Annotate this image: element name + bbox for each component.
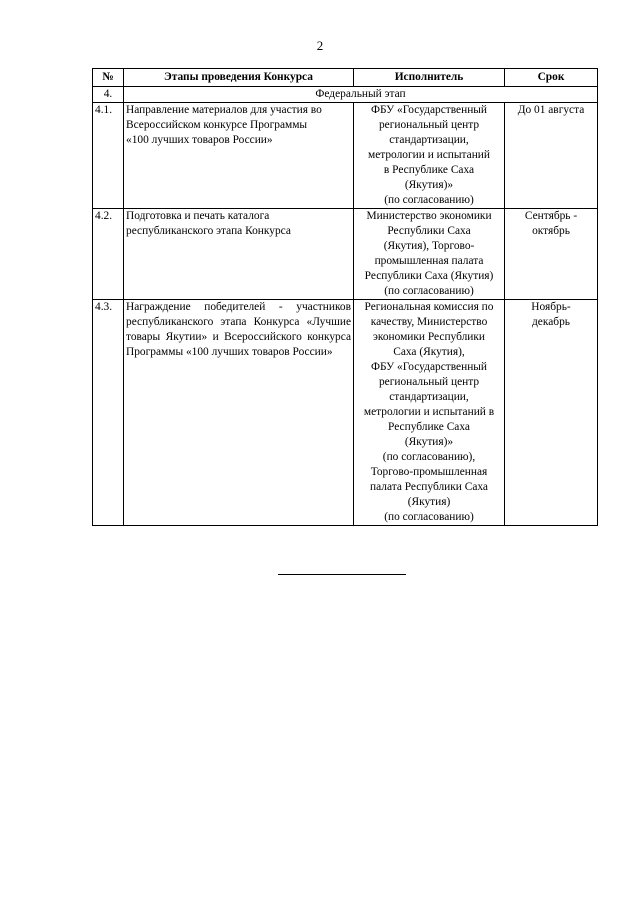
table-row bbox=[93, 300, 598, 526]
row-term: До 01 августа bbox=[505, 103, 598, 209]
table-row bbox=[93, 103, 598, 209]
schedule-table bbox=[92, 68, 598, 526]
page-number: 2 bbox=[316, 38, 324, 53]
table-header-row bbox=[93, 69, 598, 87]
row-number: 4.3. bbox=[93, 300, 124, 526]
column-header-stage: Этапы проведения Конкурса bbox=[124, 69, 354, 87]
column-header-num: № bbox=[93, 69, 124, 87]
row-term: Ноябрь- декабрь bbox=[505, 300, 598, 526]
row-executor: Министерство экономики Республики Саха (Якутия), Торгово- промышленная палата Республики Саха (Якутия) (по согласованию) bbox=[354, 209, 505, 300]
section-title: Федеральный этап bbox=[124, 87, 598, 103]
table-row bbox=[93, 209, 598, 300]
section-row bbox=[93, 87, 598, 103]
end-of-document-rule bbox=[278, 574, 406, 575]
row-number: 4.1. bbox=[93, 103, 124, 209]
row-executor: Региональная комиссия по качеству, Министерство экономики Республики Саха (Якутия), ФБУ «Государственный региональный центр стандартизации, метрологии и испытаний в Республике Саха (Якутия)» (по согласованию), Торгово-промышленная палата Республики Саха (Якутия) (по согласованию) bbox=[354, 300, 505, 526]
section-number: 4. bbox=[93, 87, 124, 103]
row-stage: Подготовка и печать каталога республиканского этапа Конкурса bbox=[124, 209, 354, 300]
column-header-executor: Исполнитель bbox=[354, 69, 505, 87]
row-term: Сентябрь - октябрь bbox=[505, 209, 598, 300]
column-header-term: Срок bbox=[505, 69, 598, 87]
row-number: 4.2. bbox=[93, 209, 124, 300]
row-stage: Направление материалов для участия во Всероссийском конкурсе Программы «100 лучших товаров России» bbox=[124, 103, 354, 209]
row-stage: Награждение победителей - участников республиканского этапа Конкурса «Лучшие товары Якутии» и Всероссийского конкурса Программы «100 лучших товаров России» bbox=[124, 300, 354, 526]
row-executor: ФБУ «Государственный региональный центр стандартизации, метрологии и испытаний в Республике Саха (Якутия)» (по согласованию) bbox=[354, 103, 505, 209]
